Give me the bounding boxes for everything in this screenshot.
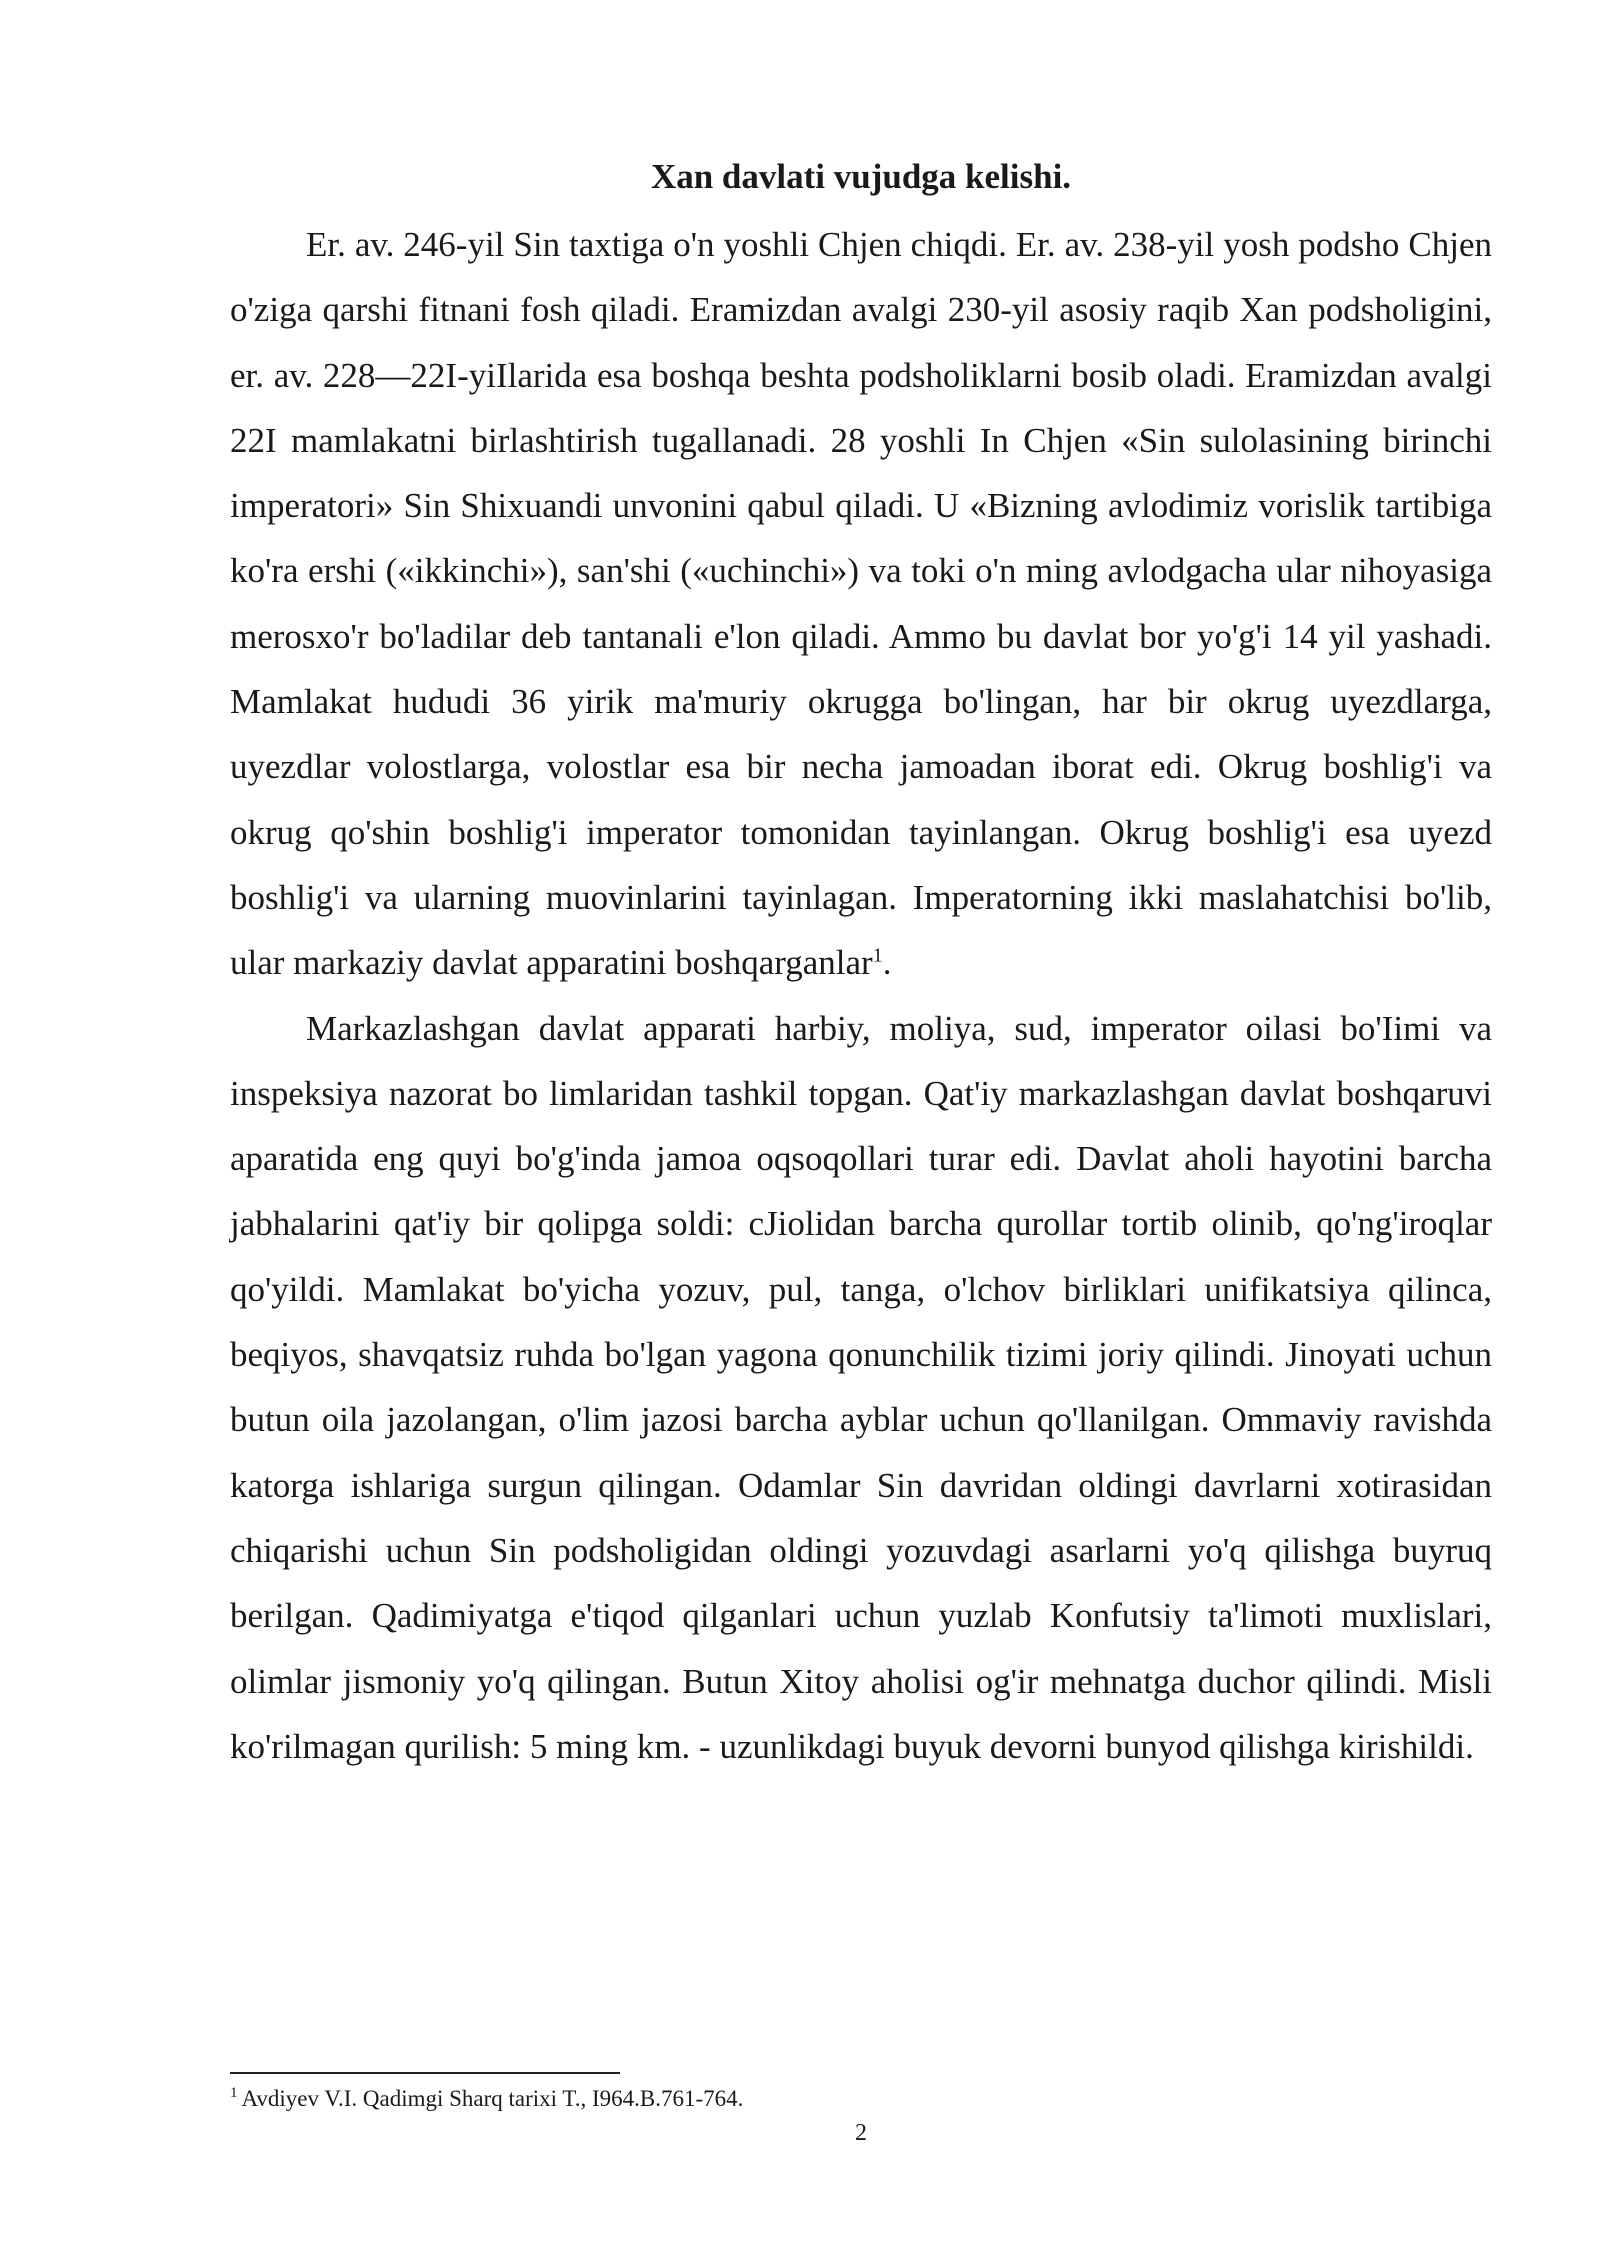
paragraph-1-text: Er. av. 246-yil Sin taxtiga o'n yoshli Chjen chiqdi. Er. av. 238-yil yosh podsho Chjen o'ziga qarshi fitnani fosh qiladi. Eramizdan avalgi 230-yil asosiy raqib Xan podsholigini, er. av. 228—22I-yiIlarida esa boshqa beshta podsholiklarni bosib oladi. Eramizdan avalgi 22I mamlakatni birlashtirish tugallanadi. 28 yoshli In Chjen «Sin sulolasining birinchi imperatori» Sin Shixuandi unvonini qabul qiladi. U «Bizning avlodimiz vorislik tartibiga ko'ra ershi («ikkinchi»), san'shi («uchinchi») va toki o'n ming avlodgacha ular nihoyasiga merosxo'r bo'ladilar deb tantanali e'lon qiladi. Ammo bu davlat bor yo'g'i 14 yil yashadi. Mamlakat hududi 36 yirik ma'muriy okrugga bo'lingan, har bir okrug uyezdlarga, uyezdlar volostlarga, volostlar esa bir necha jamoadan iborat edi. Okrug boshlig'i va okrug qo'shin boshlig'i imperator tomonidan tayinlangan. Okrug boshlig'i esa uyezd boshlig'i va ularning muovinlarini tayinlagan. Imperatorning ikki maslahatchisi bo'lib, ular markaziy davlat apparatini boshqarganlar xyxy=(230,225,1492,983)
footnote-reference[interactable]: 1 xyxy=(872,944,883,967)
footnote-text: Avdiyev V.I. Qadimgi Sharq tarixi T., I964.B.761-764. xyxy=(241,2086,744,2111)
document-page xyxy=(230,150,1492,1779)
document-title: Xan davlati vujudga kelishi. xyxy=(650,157,1072,196)
paragraph-2: Markazlashgan davlat apparati harbiy, moliya, sud, imperator oilasi bo'Iimi va inspeksiya nazorat bo limlaridan tashkil topgan. Qat'iy markazlashgan davlat boshqaruvi aparatida eng quyi bo'g'inda jamoa oqsoqollari turar edi. Davlat aholi hayotini barcha jabhalarini qat'iy bir qolipga soldi: cJiolidan barcha qurollar tortib olinib, qo'ng'iroqlar qo'yildi. Mamlakat bo'yicha yozuv, pul, tanga, o'lchov birliklari unifikatsiya qilinca, beqiyos, shavqatsiz ruhda bo'lgan yagona qonunchilik tizimi joriy qilindi. Jinoyati uchun butun oila jazolangan, o'lim jazosi barcha ayblar uchun qo'llanilgan. Ommaviy ravishda katorga ishlariga surgun qilingan. Odamlar Sin davridan oldingi davrlarni xotirasidan chiqarishi uchun Sin podsholigidan oldingi yozuvdagi asarlarni yo'q qilishga buyruq berilgan. Qadimiyatga e'tiqod qilganlari uchun yuzlab Konfutsiy ta'limoti muxlislari, olimlar jismoniy yo'q qilingan. Butun Xitoy aholisi og'ir mehnatga duchor qilindi. Misli ko'rilmagan qurilish: 5 ming km. - uzunlikdagi buyuk devorni bunyod qilishga kirishildi. xyxy=(230,1008,1492,1766)
paragraph-1 xyxy=(230,212,1492,996)
paragraph-1-tail: . xyxy=(882,943,892,983)
footnote xyxy=(230,2084,1492,2114)
footnote-number: 1 xyxy=(230,2085,238,2102)
page-number: 2 xyxy=(855,2120,867,2146)
footnote-separator xyxy=(230,2072,620,2074)
